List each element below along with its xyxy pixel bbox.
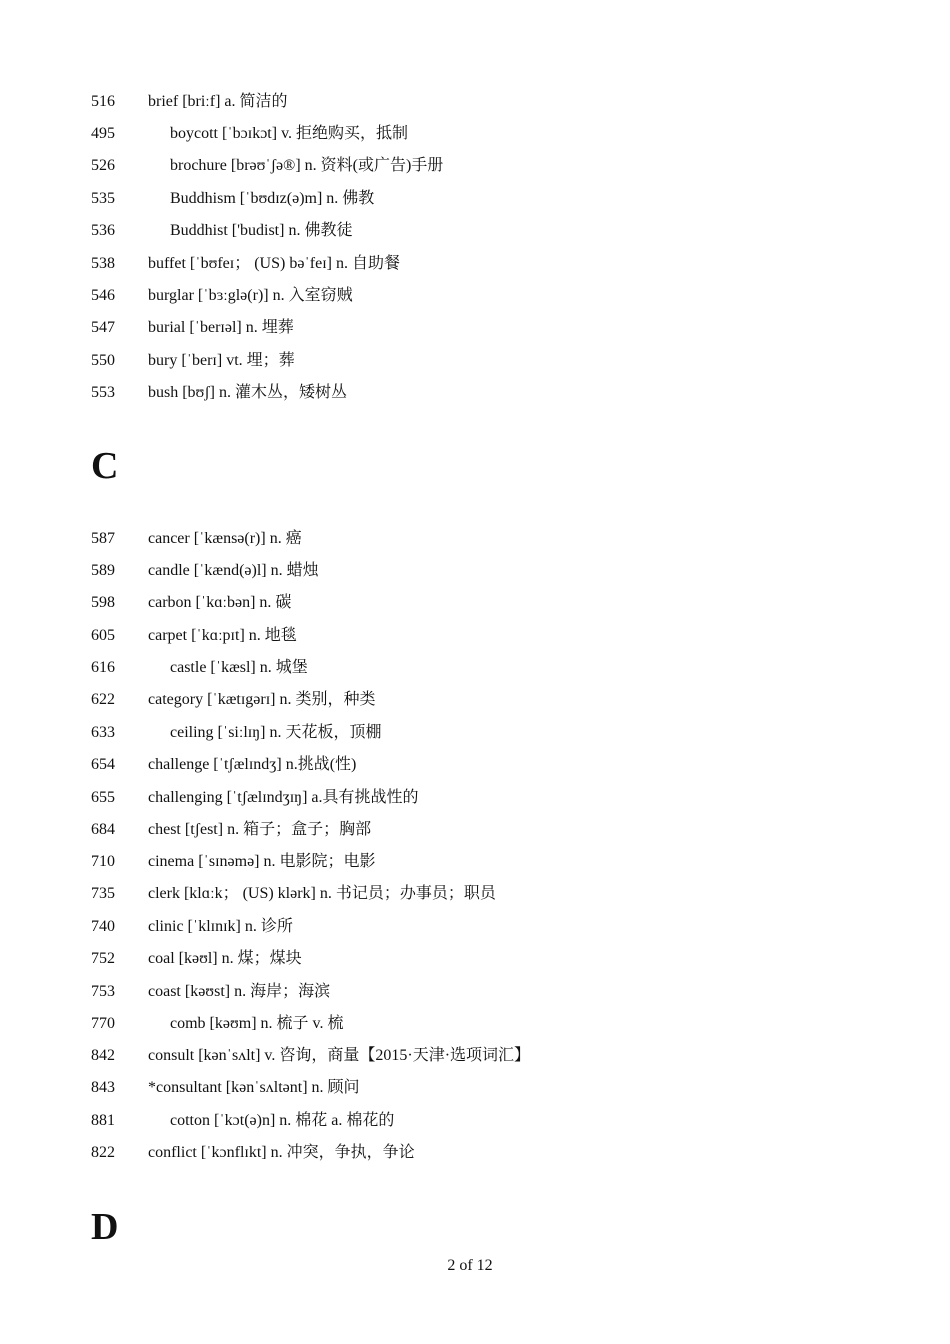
entry-text: carbon [ˈkɑːbən] n. 碳 (148, 594, 292, 611)
entry-number: 740 (91, 918, 115, 935)
entry-text: challenging [ˈtʃælɪndʒɪŋ] a.具有挑战性的 (148, 789, 419, 806)
word-entry (0, 690, 950, 722)
entry-text: brochure [brəʊˈʃə®] n. 资料(或广告)手册 (170, 157, 444, 174)
word-entry (0, 1111, 950, 1143)
word-entry (0, 351, 950, 383)
entry-text: bush [bʊʃ] n. 灌木丛，矮树丛 (148, 384, 347, 401)
entry-number: 587 (91, 530, 115, 547)
entry-number: 735 (91, 885, 115, 902)
word-entry (0, 723, 950, 755)
entry-text: clerk [klɑːk； (US) klərk] n. 书记员；办事员；职员 (148, 885, 496, 902)
entry-number: 710 (91, 853, 115, 870)
entry-text: ceiling [ˈsiːlɪŋ] n. 天花板，顶棚 (170, 724, 382, 741)
entry-number: 770 (91, 1015, 115, 1032)
word-entry (0, 917, 950, 949)
entry-number: 536 (91, 222, 115, 239)
word-entry (0, 92, 950, 124)
entry-text: coal [kəʊl] n. 煤；煤块 (148, 950, 302, 967)
entry-number: 605 (91, 627, 115, 644)
entry-number: 516 (91, 93, 115, 110)
entry-number: 752 (91, 950, 115, 967)
entry-text: cotton [ˈkɔt(ə)n] n. 棉花 a. 棉花的 (170, 1112, 395, 1129)
entry-number: 547 (91, 319, 115, 336)
entry-number: 843 (91, 1079, 115, 1096)
word-entry (0, 286, 950, 318)
entry-number: 589 (91, 562, 115, 579)
word-entry (0, 755, 950, 787)
entry-text: conflict [ˈkɔnflɪkt] n. 冲突，争执，争论 (148, 1144, 415, 1161)
entry-text: consult [kənˈsʌlt] v. 咨询，商量【2015·天津·选项词汇】 (148, 1047, 531, 1064)
entry-text: Buddhist ['budist] n. 佛教徒 (170, 222, 353, 239)
entry-number: 622 (91, 691, 115, 708)
entry-text: boycott [ˈbɔɪkɔt] v. 拒绝购买，抵制 (170, 125, 409, 142)
word-entry (0, 658, 950, 690)
word-entry (0, 1143, 950, 1175)
entry-number: 655 (91, 789, 115, 806)
page-number: 2 of 12 (447, 1257, 493, 1274)
entry-text: cancer [ˈkænsə(r)] n. 癌 (148, 530, 302, 547)
entry-text: comb [kəʊm] n. 梳子 v. 梳 (170, 1015, 344, 1032)
entry-number: 526 (91, 157, 115, 174)
word-entry (0, 626, 950, 658)
entry-text: candle [ˈkænd(ə)l] n. 蜡烛 (148, 562, 319, 579)
entry-text: bury [ˈberɪ] vt. 埋；葬 (148, 352, 295, 369)
word-entry (0, 189, 950, 221)
entry-text: buffet [ˈbʊfeɪ； (US) bəˈfeɪ] n. 自助餐 (148, 255, 400, 272)
word-entry (0, 852, 950, 884)
entry-text: clinic [ˈklɪnɪk] n. 诊所 (148, 918, 293, 935)
word-entry (0, 318, 950, 350)
word-entry (0, 254, 950, 286)
word-entry (0, 156, 950, 188)
entry-number: 881 (91, 1112, 115, 1129)
entry-text: chest [tʃest] n. 箱子；盒子；胸部 (148, 821, 372, 838)
word-entry (0, 949, 950, 981)
section-letter-heading: C (91, 445, 119, 487)
word-entry (0, 884, 950, 916)
word-entry (0, 788, 950, 820)
entry-number: 616 (91, 659, 115, 676)
entry-number: 550 (91, 352, 115, 369)
word-entry (0, 1046, 950, 1078)
entry-text: category [ˈkætɪgərɪ] n. 类别，种类 (148, 691, 376, 708)
entry-text: *consultant [kənˈsʌltənt] n. 顾问 (148, 1079, 360, 1096)
entry-text: brief [briːf] a. 简洁的 (148, 93, 288, 110)
entry-number: 822 (91, 1144, 115, 1161)
entry-number: 753 (91, 983, 115, 1000)
entry-text: coast [kəʊst] n. 海岸；海滨 (148, 983, 331, 1000)
entry-text: burglar [ˈbɜːglə(r)] n. 入室窃贼 (148, 287, 353, 304)
word-entry (0, 1014, 950, 1046)
word-entry (0, 593, 950, 625)
entry-number: 654 (91, 756, 115, 773)
entry-number: 546 (91, 287, 115, 304)
entry-number: 538 (91, 255, 115, 272)
entry-text: challenge [ˈtʃælɪndʒ] n.挑战(性) (148, 756, 357, 773)
word-entry (0, 1078, 950, 1110)
entry-number: 495 (91, 125, 115, 142)
word-entry (0, 221, 950, 253)
word-entry (0, 561, 950, 593)
entry-number: 684 (91, 821, 115, 838)
section-letter-heading: D (91, 1206, 119, 1248)
word-entry (0, 383, 950, 415)
entry-number: 535 (91, 190, 115, 207)
word-entry (0, 529, 950, 561)
entry-number: 598 (91, 594, 115, 611)
entry-text: castle [ˈkæsl] n. 城堡 (170, 659, 308, 676)
entry-text: carpet [ˈkɑːpɪt] n. 地毯 (148, 627, 297, 644)
word-entry (0, 124, 950, 156)
word-entry (0, 820, 950, 852)
entry-text: cinema [ˈsɪnəmə] n. 电影院；电影 (148, 853, 376, 870)
entry-text: burial [ˈberɪəl] n. 埋葬 (148, 319, 294, 336)
entry-text: Buddhism [ˈbʊdɪz(ə)m] n. 佛教 (170, 190, 375, 207)
entry-number: 553 (91, 384, 115, 401)
entry-number: 633 (91, 724, 115, 741)
entry-number: 842 (91, 1047, 115, 1064)
word-entry (0, 982, 950, 1014)
